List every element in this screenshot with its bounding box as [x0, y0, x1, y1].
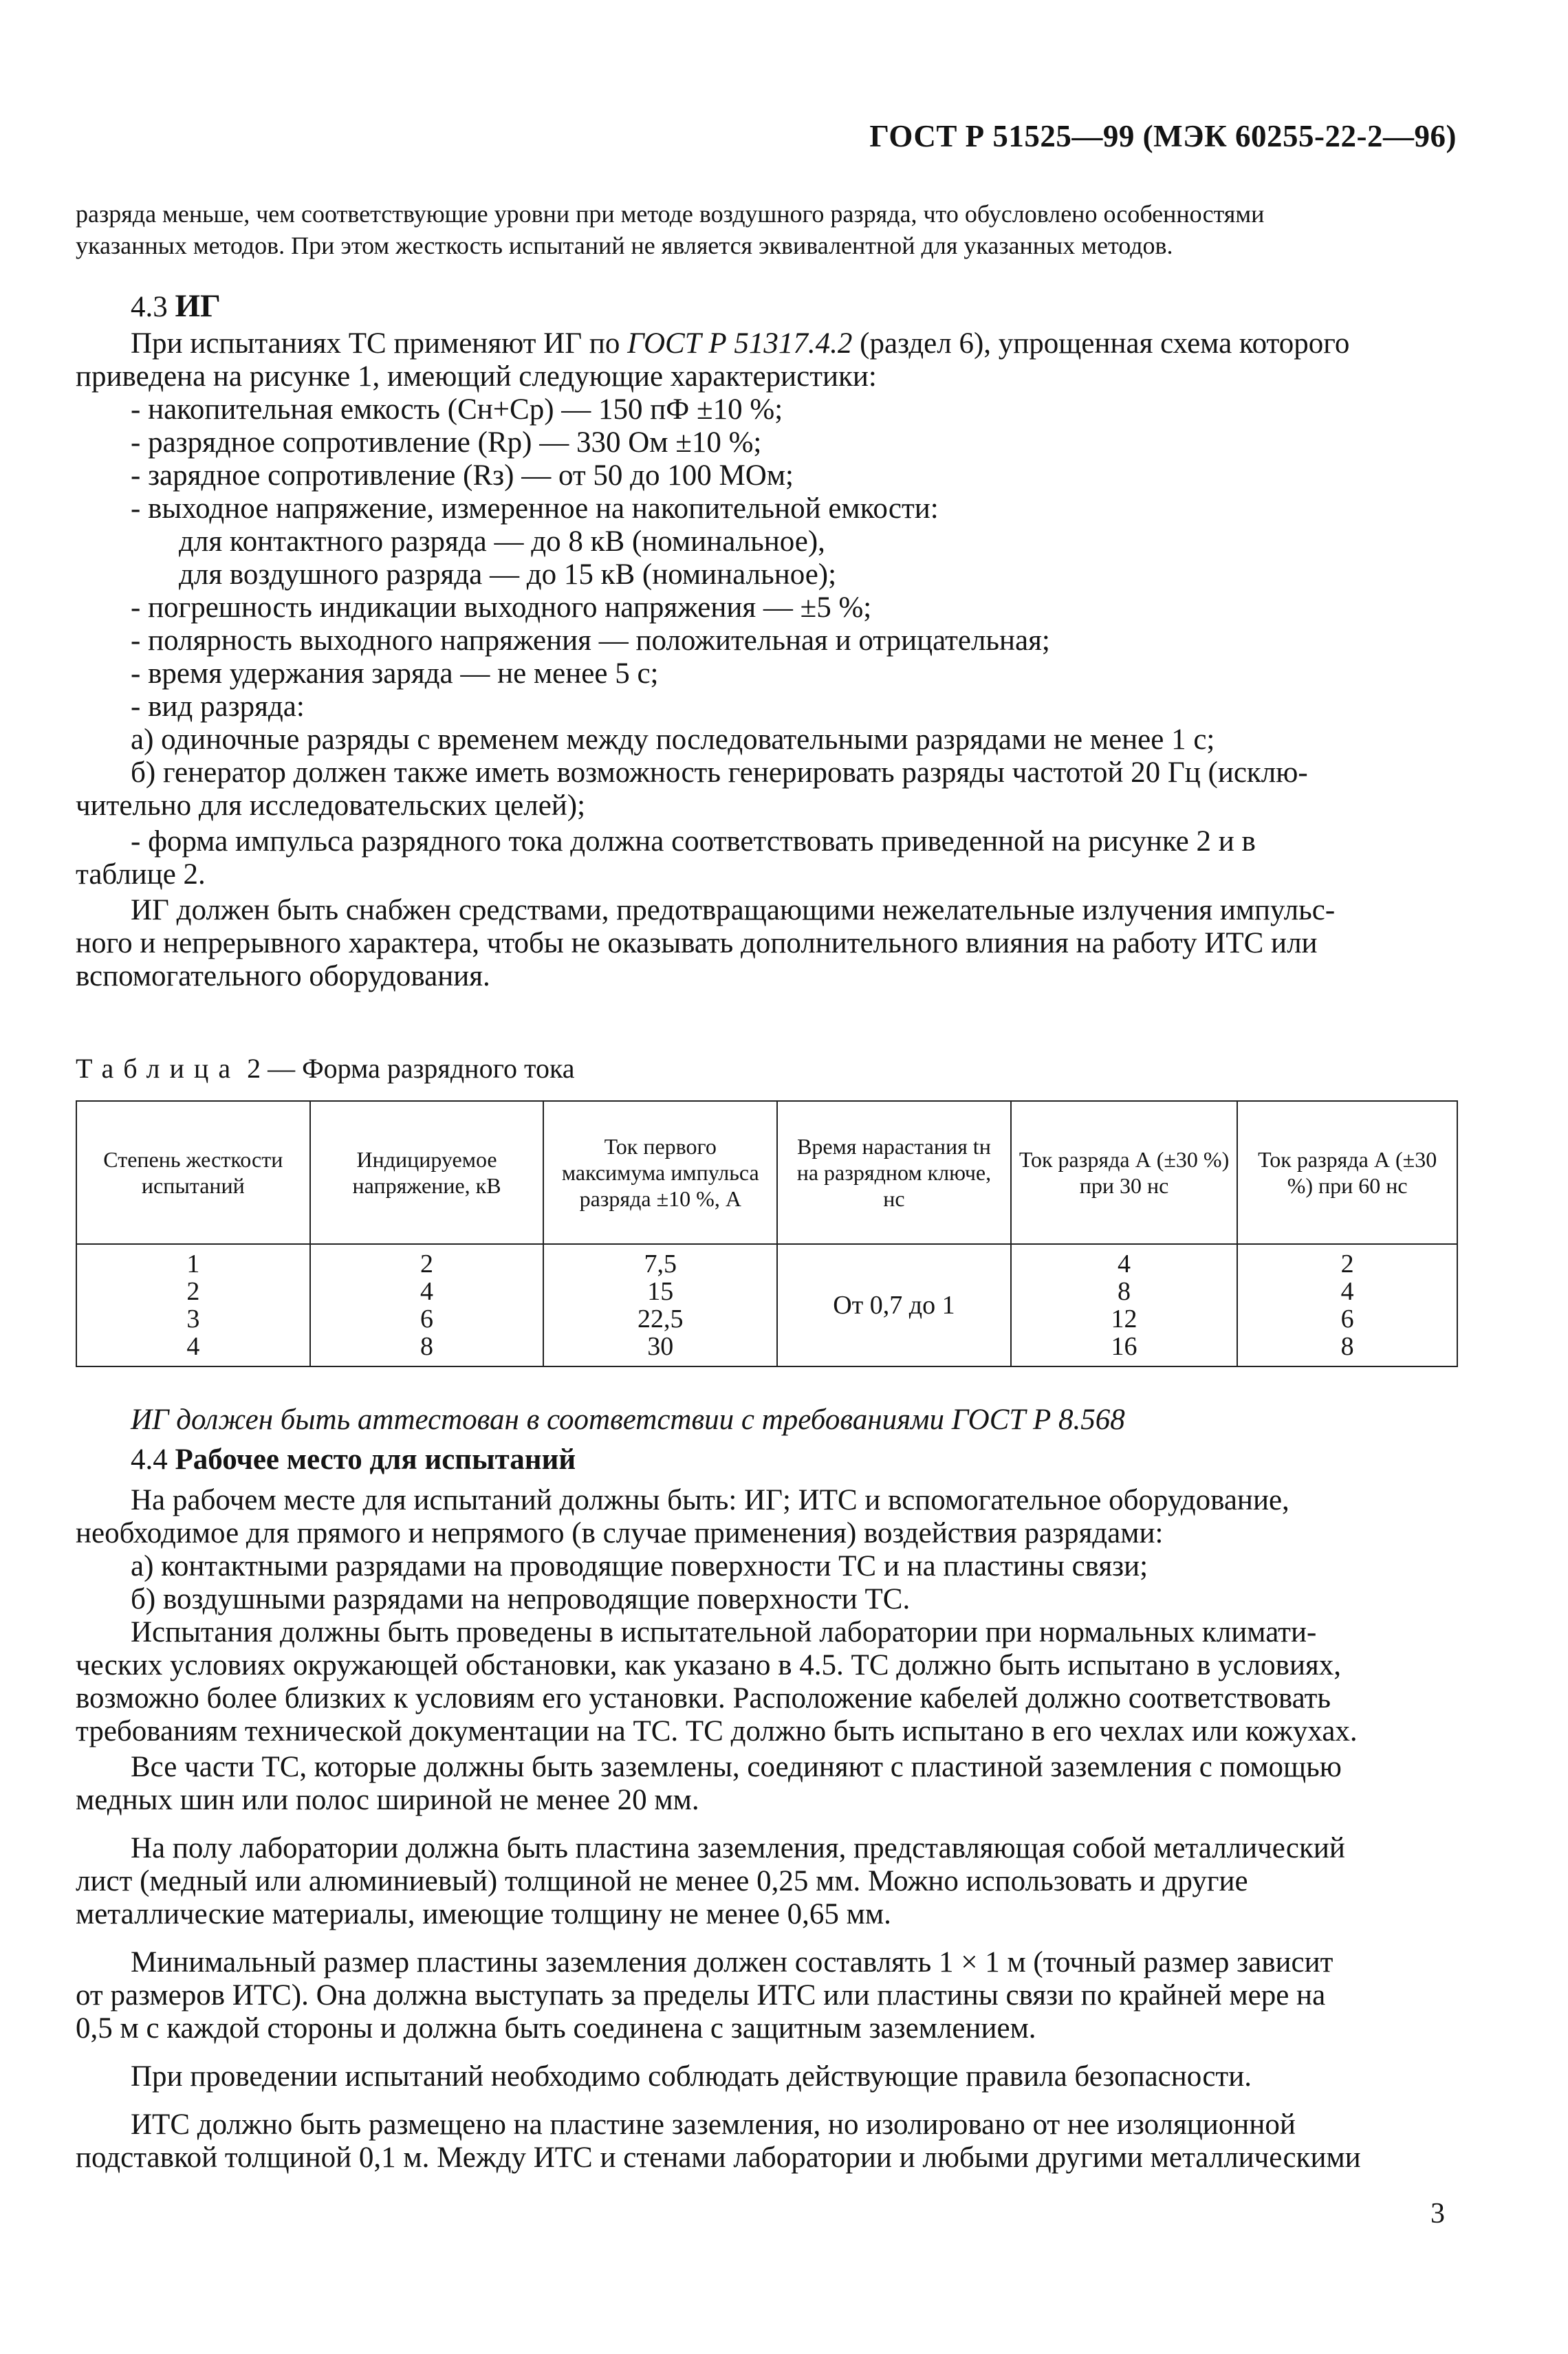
paragraph-line: требованиям технической документации на ТС. ТС должно быть испытано в его чехлах или кожухах. [76, 1715, 1358, 1747]
text-run: При испытаниях ТС применяют ИГ по [131, 327, 628, 360]
paragraph-line: возможно более близких к условиям его установки. Расположение кабелей должно соответствовать [76, 1682, 1331, 1714]
cell-value: 16 [1111, 1332, 1137, 1361]
table-cell [1237, 1244, 1457, 1366]
paragraph-line [76, 327, 1458, 360]
column-header: Время нарастания tн на разрядном ключе, нс [777, 1101, 1011, 1244]
cell-value: 2 [186, 1277, 200, 1306]
sub-list-item: для воздушного разряда — до 15 кВ (номинальное); [179, 558, 837, 591]
cell-value: 2 [420, 1250, 434, 1278]
list-item: - форма импульса разрядного тока должна соответствовать приведенной на рисунке 2 и в [131, 825, 1256, 858]
list-item: а) контактными разрядами на проводящие поверхности ТС и на пластины связи; [131, 1550, 1148, 1582]
paragraph-line: лист (медный или алюминиевый) толщиной не менее 0,25 мм. Можно использовать и другие [76, 1865, 1248, 1897]
column-header: Ток первого максимума импульса разряда ±10 %, А [543, 1101, 777, 1244]
list-item: - погрешность индикации выходного напряжения — ±5 %; [131, 591, 872, 624]
paragraph-line: На рабочем месте для испытаний должны быть: ИГ; ИТС и вспомогательное оборудование, [131, 1484, 1289, 1516]
list-item: б) генератор должен также иметь возможность генерировать разряды частотой 20 Гц (исклю- [131, 756, 1308, 789]
list-item: б) воздушными разрядами на непроводящие поверхности ТС. [131, 1583, 911, 1615]
list-item: - разрядное сопротивление (Rp) — 330 Ом ±10 %; [131, 426, 762, 459]
discharge-current-table [76, 1100, 1458, 1367]
cell-value: 6 [420, 1305, 434, 1333]
table-row [76, 1244, 1457, 1366]
cell-value: 2 [1340, 1250, 1354, 1278]
cell-value: 8 [1118, 1277, 1131, 1306]
list-item: - полярность выходного напряжения — положительная и отрицательная; [131, 624, 1050, 657]
paragraph-line: Испытания должны быть проведены в испытательной лаборатории при нормальных климати- [131, 1616, 1317, 1648]
list-item: - выходное напряжение, измеренное на накопительной емкости: [131, 492, 939, 525]
cell-value: 22,5 [638, 1305, 684, 1333]
paragraph-line: При проведении испытаний необходимо соблюдать действующие правила безопасности. [131, 2060, 1252, 2093]
column-header: Степень жесткости испытаний [76, 1101, 310, 1244]
list-item: - зарядное сопротивление (Rз) — от 50 до 100 МОм; [131, 459, 794, 492]
cell-value: 4 [1340, 1277, 1354, 1306]
paragraph-line: подставкой толщиной 0,1 м. Между ИТС и стенами лаборатории и любыми другими металлическими [76, 2142, 1361, 2174]
page-number: 3 [1430, 2198, 1445, 2230]
list-item: - время удержания заряда — не менее 5 с; [131, 657, 659, 690]
cell-value: 12 [1111, 1305, 1137, 1333]
paragraph-line: ИГ должен быть снабжен средствами, предотвращающими нежелательные излучения импульс- [131, 894, 1336, 926]
list-item: а) одиночные разряды с временем между последовательными разрядами не менее 1 с; [131, 723, 1215, 756]
column-header: Ток разряда А (±30 %) при 30 нс [1011, 1101, 1238, 1244]
paragraph-line: вспомогательного оборудования. [76, 960, 490, 992]
paragraph-line: ческих условиях окружающей обстановки, как указано в 4.5. ТС должно быть испытано в условиях, [76, 1649, 1342, 1681]
paragraph-line: 0,5 м с каждой стороны и должна быть соединена с защитным заземлением. [76, 2012, 1036, 2045]
section-4-4-heading [76, 1443, 1458, 1476]
standard-reference: ГОСТ Р 51317.4.2 [627, 327, 853, 360]
table-caption [76, 1052, 575, 1085]
table-cell [543, 1244, 777, 1366]
section-title: Рабочее место для испытаний [175, 1443, 576, 1476]
attestation-note: ИГ должен быть аттестован в соответствии с требованиями ГОСТ Р 8.568 [131, 1404, 1125, 1436]
column-header: Ток разряда А (±30 %) при 60 нс [1237, 1101, 1457, 1244]
section-number: 4.4 [131, 1443, 168, 1476]
table-caption-label: Таблица [76, 1053, 241, 1084]
cell-value: 6 [1340, 1305, 1354, 1333]
list-item-continuation: таблице 2. [76, 858, 206, 891]
table-cell [310, 1244, 544, 1366]
paragraph-line: от размеров ИТС). Она должна выступать за пределы ИТС или пластины связи по крайней мере на [76, 1979, 1326, 2012]
paragraph-line: приведена на рисунке 1, имеющий следующие характеристики: [76, 360, 877, 393]
intro-line: разряда меньше, чем соответствующие уровни при методе воздушного разряда, что обусловлено особенностями [76, 200, 1265, 228]
cell-value: 4 [1118, 1250, 1131, 1278]
cell-value: 15 [647, 1277, 674, 1306]
table-cell [1011, 1244, 1238, 1366]
column-header: Индицируемое напряжение, кВ [310, 1101, 544, 1244]
text-run: (раздел 6), упрощенная схема которого [852, 327, 1350, 360]
paragraph-line: ного и непрерывного характера, чтобы не оказывать дополнительного влияния на работу ИТС или [76, 927, 1318, 959]
cell-value: 4 [186, 1332, 200, 1361]
paragraph-line: ИТС должно быть размещено на пластине заземления, но изолировано от нее изоляционной [131, 2108, 1296, 2141]
table-caption-text: 2 — Форма разрядного тока [240, 1053, 575, 1084]
paragraph-line: металлические материалы, имеющие толщину не менее 0,65 мм. [76, 1898, 891, 1930]
list-item: - накопительная емкость (Сн+Ср) — 150 пФ ±10 %; [131, 393, 783, 426]
paragraph-line: Минимальный размер пластины заземления должен составлять 1 × 1 м (точный размер зависит [131, 1946, 1333, 1979]
table-cell: От 0,7 до 1 [777, 1244, 1011, 1366]
intro-line: указанных методов. При этом жесткость испытаний не является эквивалентной для указанных методов. [76, 232, 1173, 259]
paragraph-line: Все части ТС, которые должны быть заземлены, соединяют с пластиной заземления с помощью [131, 1751, 1342, 1783]
cell-value: 1 [186, 1250, 200, 1278]
cell-value: 30 [647, 1332, 674, 1361]
section-number: 4.3 [131, 291, 168, 323]
section-4-4-body [76, 1484, 1458, 2175]
cell-value: 4 [420, 1277, 434, 1306]
table-cell [76, 1244, 310, 1366]
section-title: ИГ [175, 288, 221, 324]
list-item: - вид разряда: [131, 690, 305, 723]
standard-code-header: ГОСТ Р 51525—99 (МЭК 60255-22-2—96) [869, 119, 1457, 153]
sub-list-item: для контактного разряда — до 8 кВ (номинальное), [179, 525, 825, 558]
cell-value: 7,5 [644, 1250, 677, 1278]
section-4-3-body [76, 327, 1458, 993]
list-item-continuation: чительно для исследовательских целей); [76, 789, 586, 822]
paragraph-line: необходимое для прямого и непрямого (в случае применения) воздействия разрядами: [76, 1517, 1164, 1549]
cell-value: 8 [420, 1332, 434, 1361]
paragraph-line: На полу лаборатории должна быть пластина заземления, представляющая собой металлический [131, 1832, 1345, 1864]
section-4-3-heading [76, 287, 1458, 325]
cell-value: 8 [1340, 1332, 1354, 1361]
paragraph-line: медных шин или полос шириной не менее 20 мм. [76, 1784, 699, 1816]
table-header-row [76, 1101, 1457, 1244]
intro-paragraph [76, 198, 1458, 261]
cell-value: 3 [186, 1305, 200, 1333]
